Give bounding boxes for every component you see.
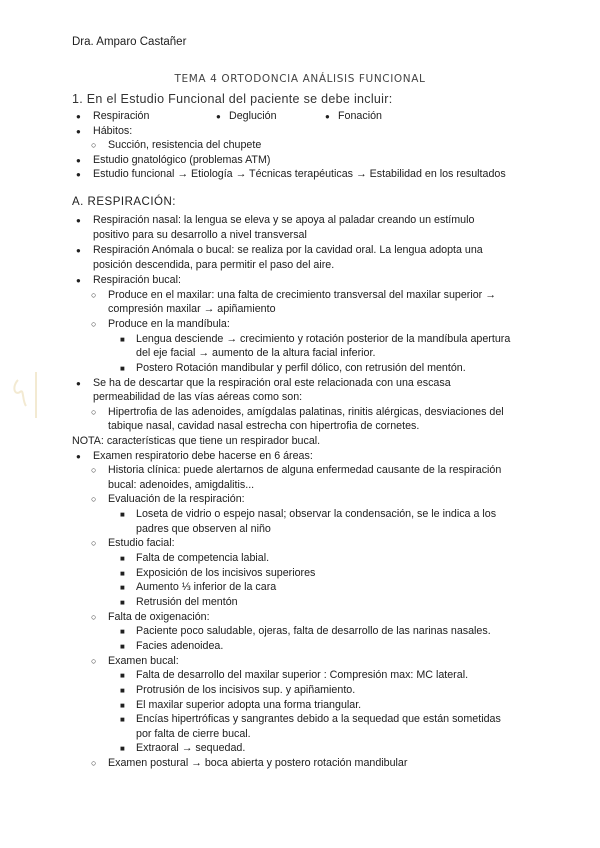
bullet-circle-icon <box>91 610 96 624</box>
note: NOTA: características que tiene un respirador bucal. <box>72 435 321 447</box>
bullet-square-icon <box>120 668 125 683</box>
list-item: Respiración <box>93 110 150 122</box>
bullet-circle-icon <box>91 138 96 152</box>
list-item: El maxilar superior adopta una forma triangular. <box>136 699 362 711</box>
list-item: Falta de oxigenación: <box>108 611 210 623</box>
bullet-square-icon <box>120 580 125 595</box>
bullet-dot-icon <box>76 273 81 288</box>
list-item: Respiración nasal: la lengua se eleva y se apoya al paladar creando un estímulo <box>93 214 475 226</box>
bullet-dot-icon <box>76 449 81 464</box>
section-heading-1: 1. En el Estudio Funcional del paciente se debe incluir: <box>72 92 393 106</box>
list-item: Exposición de los incisivos superiores <box>136 567 316 579</box>
list-item: Paciente poco saludable, ojeras, falta de desarrollo de las narinas nasales. <box>136 625 491 637</box>
list-item-continuation: tabique nasal, cavidad nasal estrecha con hipertrofia de cornetes. <box>108 420 420 432</box>
bullet-circle-icon <box>91 317 96 331</box>
list-item: Estudio funcional → Etiología → Técnicas terapéuticas → Estabilidad en los resultados <box>93 168 506 180</box>
list-item-continuation: padres que observen al niño <box>136 523 271 535</box>
list-item-continuation: positivo para su desarrollo a nivel transversal <box>93 229 307 241</box>
list-item: Deglución <box>229 110 277 122</box>
bullet-square-icon <box>120 712 125 727</box>
bullet-dot-icon <box>325 109 330 124</box>
list-item: Retrusión del mentón <box>136 596 238 608</box>
list-item: Falta de competencia labial. <box>136 552 270 564</box>
list-item: Protrusión de los incisivos sup. y apiñamiento. <box>136 684 356 696</box>
bullet-circle-icon <box>91 756 96 770</box>
list-item-continuation: permeabilidad de las vías aéreas como son: <box>93 391 303 403</box>
list-item: Loseta de vidrio o espejo nasal; observar la condensación, se le indica a los <box>136 508 497 520</box>
bullet-circle-icon <box>91 463 96 477</box>
list-item: Produce en el maxilar: una falta de crecimiento transversal del maxilar superior → <box>108 289 496 301</box>
bullet-dot-icon <box>76 167 81 182</box>
bullet-square-icon <box>120 332 125 347</box>
page-title: TEMA 4 ORTODONCIA ANÁLISIS FUNCIONAL <box>174 73 426 85</box>
bullet-square-icon <box>120 551 125 566</box>
list-item: Examen bucal: <box>108 655 179 667</box>
list-item: Fonación <box>338 110 382 122</box>
list-item: Respiración Anómala o bucal: se realiza por la cavidad oral. La lengua adopta una <box>93 244 483 256</box>
decorative-doodle-icon <box>6 366 54 426</box>
list-item: Lengua desciende → crecimiento y rotación posterior de la mandíbula apertura <box>136 333 511 345</box>
bullet-square-icon <box>120 595 125 610</box>
list-item: Examen respiratorio debe hacerse en 6 áreas: <box>93 450 313 462</box>
list-item: Succión, resistencia del chupete <box>108 139 262 151</box>
list-item: Produce en la mandíbula: <box>108 318 230 330</box>
list-item-continuation: bucal: adenoides, amigdalitis... <box>108 479 255 491</box>
bullet-square-icon <box>120 741 125 756</box>
bullet-circle-icon <box>91 492 96 506</box>
bullet-dot-icon <box>76 153 81 168</box>
list-item: Encías hipertróficas y sangrantes debido a la sequedad que están sometidas <box>136 713 501 725</box>
bullet-dot-icon <box>76 243 81 258</box>
bullet-square-icon <box>120 361 125 376</box>
bullet-circle-icon <box>91 654 96 668</box>
list-item: Historia clínica: puede alertarnos de alguna enfermedad causante de la respiración <box>108 464 502 476</box>
list-item: Estudio gnatológico (problemas ATM) <box>93 154 271 166</box>
author-name: Dra. Amparo Castañer <box>72 36 187 48</box>
list-item: Respiración bucal: <box>93 274 181 286</box>
bullet-square-icon <box>120 624 125 639</box>
bullet-circle-icon <box>91 288 96 302</box>
bullet-circle-icon <box>91 405 96 419</box>
bullet-dot-icon <box>76 213 81 228</box>
bullet-square-icon <box>120 507 125 522</box>
list-item: Evaluación de la respiración: <box>108 493 245 505</box>
bullet-dot-icon <box>76 124 81 139</box>
list-item: Examen postural → boca abierta y postero rotación mandibular <box>108 757 408 769</box>
list-item-continuation: por falta de cierre bucal. <box>136 728 251 740</box>
bullet-square-icon <box>120 639 125 654</box>
bullet-dot-icon <box>216 109 221 124</box>
list-item: Postero Rotación mandibular y perfil dólico, con retrusión del mentón. <box>136 362 466 374</box>
bullet-square-icon <box>120 698 125 713</box>
bullet-circle-icon <box>91 536 96 550</box>
bullet-square-icon <box>120 566 125 581</box>
list-item-continuation: posición descendida, para permitir el paso del aire. <box>93 259 335 271</box>
list-item: Facies adenoidea. <box>136 640 224 652</box>
list-item: Estudio facial: <box>108 537 175 549</box>
bullet-square-icon <box>120 683 125 698</box>
list-item: Hipertrofia de las adenoides, amígdalas palatinas, rinitis alérgicas, desviaciones del <box>108 406 504 418</box>
list-item: Aumento ⅓ inferior de la cara <box>136 581 277 593</box>
section-heading-respiracion: A. RESPIRACIÓN: <box>72 196 176 208</box>
list-item-continuation: compresión maxilar → apiñamiento <box>108 303 276 315</box>
list-item-continuation: del eje facial → aumento de la altura facial inferior. <box>136 347 376 359</box>
list-item: Hábitos: <box>93 125 133 137</box>
bullet-dot-icon <box>76 109 81 124</box>
list-item: Se ha de descartar que la respiración oral este relacionada con una escasa <box>93 377 451 389</box>
bullet-dot-icon <box>76 376 81 391</box>
list-item: Extraoral → sequedad. <box>136 742 246 754</box>
list-item: Falta de desarrollo del maxilar superior : Compresión max: MC lateral. <box>136 669 469 681</box>
